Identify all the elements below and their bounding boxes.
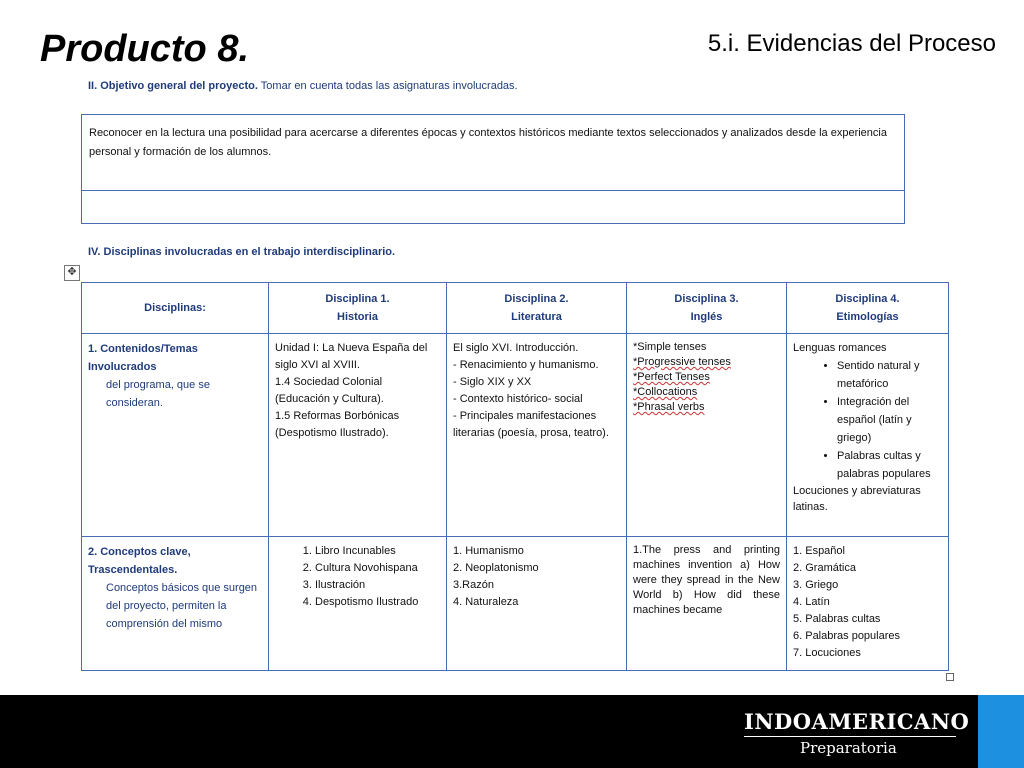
list-item: • Sentido natural y metafórico: [837, 357, 942, 393]
header-etimologias: Disciplina 4. Etimologías: [787, 283, 949, 334]
row1-head: 1. Contenidos/Temas Involucrados del programa, que se consideran.: [82, 334, 269, 537]
brand-subtitle: Preparatoria: [800, 739, 897, 757]
list-item: 1. Libro Incunables: [315, 543, 440, 560]
row2-literatura: 1. Humanismo 2. Neoplatonismo 3.Razón 4. Naturaleza: [447, 537, 627, 671]
accent-stripe: [978, 695, 1024, 768]
row1-historia: Unidad I: La Nueva España del siglo XVI al XVIII. 1.4 Sociedad Colonial (Educación y Cultura). 1.5 Reformas Borbónicas (Despotismo Ilustrado).: [269, 334, 447, 537]
list-item: • Integración del español (latín y griego): [837, 393, 942, 447]
slide-title: Producto 8.: [40, 28, 250, 70]
move-icon[interactable]: ✥: [64, 265, 80, 281]
disciplines-table: [81, 282, 949, 671]
table-header-row: [82, 283, 949, 334]
objective-text: Reconocer en la lectura una posibilidad para acercarse a diferentes épocas y contextos históricos mediante textos seleccionados y analizados desde la experiencia personal y formación de los alumnos.: [82, 115, 904, 191]
objective-box: [81, 114, 905, 224]
row1-ingles: *Simple tenses *Progressive tenses *Perfect Tenses *Collocations *Phrasal verbs: [627, 334, 787, 537]
row2-head: 2. Conceptos clave, Trascendentales. Conceptos básicos que surgen del proyecto, permiten la comprensión del mismo: [82, 537, 269, 671]
table-row: [82, 334, 949, 537]
header-historia: Disciplina 1. Historia: [269, 283, 447, 334]
list-item: 2. Cultura Novohispana: [315, 560, 440, 577]
header-literatura: Disciplina 2. Literatura: [447, 283, 627, 334]
row1-etimologias: Lenguas romances • Sentido natural y metafórico • Integración del español (latín y griego) • Palabras cultas y palabras populares Locuciones y abreviaturas latinas.: [787, 334, 949, 537]
brand-logo: INDOAMERICANO: [744, 709, 970, 734]
table-row: [82, 537, 949, 671]
objective-heading-rest: Tomar en cuenta todas las asignaturas involucradas.: [257, 80, 518, 92]
objective-heading: [88, 80, 518, 92]
row1-literatura: El siglo XVI. Introducción. - Renacimiento y humanismo. - Siglo XIX y XX - Contexto histórico- social - Principales manifestaciones literarias (poesía, prosa, teatro).: [447, 334, 627, 537]
row2-etimologias: 1. Español 2. Gramática 3. Griego 4. Latín 5. Palabras cultas 6. Palabras populares 7. Locuciones: [787, 537, 949, 671]
row2-historia: [269, 537, 447, 671]
list-item: 4. Despotismo Ilustrado: [315, 594, 440, 611]
objective-heading-bold: II. Objetivo general del proyecto.: [88, 80, 258, 92]
header-ingles: Disciplina 3. Inglés: [627, 283, 787, 334]
row2-ingles: 1.The press and printing machines invention a) How were they spread in the New World b) How did these machines became: [627, 537, 787, 671]
footer-bar: [0, 695, 1024, 768]
list-item: 3. Ilustración: [315, 577, 440, 594]
table-resize-handle[interactable]: [946, 673, 954, 681]
header-disciplinas: Disciplinas:: [82, 283, 269, 334]
disciplines-heading: IV. Disciplinas involucradas en el trabajo interdisciplinario.: [88, 246, 396, 258]
list-item: • Palabras cultas y palabras populares: [837, 447, 942, 483]
brand-divider: [744, 736, 956, 737]
slide-subtitle: 5.i. Evidencias del Proceso: [707, 30, 996, 57]
